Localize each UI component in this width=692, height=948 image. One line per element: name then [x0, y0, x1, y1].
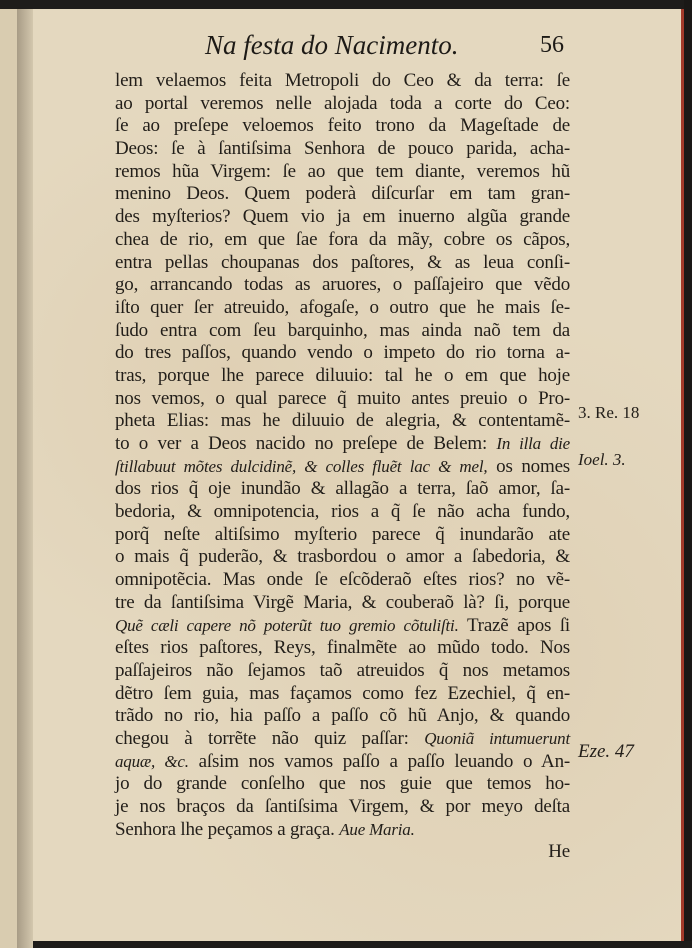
text-segment: to o ver a Deos nacido no preſepe de Belem:: [115, 433, 497, 454]
text-segment: Senhora lhe peçamos a graça.: [115, 818, 340, 840]
text-line: [115, 592, 570, 615]
book-gutter: [17, 9, 34, 948]
text-segment: go, arrancando todas as aruores, o paſſajeiro que vẽdo: [115, 274, 570, 296]
text-segment: chea de rio, em que ſae fora da mãy, cobre os cãpos,: [115, 228, 570, 250]
text-line: [115, 365, 570, 388]
text-line: [115, 229, 570, 252]
latin-quotation: Quoniã intumuerunt: [424, 728, 570, 748]
text-segment: aſsim nos vamos paſſo a paſſo leuando o An-: [188, 750, 570, 772]
text-segment: jo do grande conſelho que nos guie que temos ho-: [115, 773, 570, 795]
text-segment: trãdo no rio, hia paſſo a paſſo cõ hũ Anjo, & quando: [115, 705, 570, 727]
text-segment: dẽtro ſem guia, mas façamos como fez Ezechiel, q̃ en-: [115, 682, 570, 704]
scan-top-edge: [0, 0, 692, 9]
text-segment: des myſterios? Quem vio ja em inuerno algũa grande: [115, 206, 570, 228]
text-line: [115, 433, 570, 456]
text-line: [115, 252, 570, 275]
text-line: [115, 683, 570, 706]
text-line: [115, 773, 570, 796]
text-line: [115, 206, 570, 229]
text-segment: je nos braços da ſantiſsima Virgem, & por meyo deſta: [115, 796, 570, 817]
text-line: [115, 796, 570, 819]
text-segment: iſto quer ſer atreuido, afogaſe, o outro que he mais ſe-: [115, 296, 570, 318]
body-text: [115, 70, 570, 864]
text-line: [115, 297, 570, 320]
text-segment: eſtes rios paſtores, Reys, finalmẽte ao mũdo todo. Nos: [115, 637, 570, 659]
text-segment: ao portal veremos nelle alojada toda a corte do Ceo:: [115, 92, 570, 114]
text-line: [115, 546, 570, 569]
text-line: [115, 705, 570, 728]
text-segment: dos rios q̃ oje inundão & allagão a terra, ſaõ amor, ſa-: [115, 478, 570, 500]
text-line: [115, 615, 570, 638]
text-segment: remos hũa Virgem: ſe ao que tem diante, veremos hũ: [115, 160, 570, 182]
text-line: [115, 478, 570, 501]
facing-page-edge: [0, 9, 17, 948]
text-segment: entra pellas choupanas dos paſtores, & as leua conſi-: [115, 251, 570, 273]
text-line: [115, 841, 570, 864]
text-segment: o mais q̃ puderão, & trasbordou o amor a ſabedoria, &: [115, 546, 570, 568]
text-segment: Deos: ſe à ſantiſsima Senhora de pouco parida, acha-: [115, 138, 570, 160]
latin-quotation: Aue Maria.: [339, 819, 415, 839]
text-line: [115, 274, 570, 297]
text-segment: os nomes: [487, 455, 570, 477]
text-line: [115, 93, 570, 116]
text-line: [115, 728, 570, 751]
scan-right-edge: [684, 0, 692, 948]
text-line: [115, 183, 570, 206]
text-line: [115, 161, 570, 184]
text-line: [115, 70, 570, 93]
margin-note: 3. Re. 18: [578, 403, 640, 422]
text-line: [115, 456, 570, 479]
text-segment: pheta Elias: mas he diluuio de alegria, & contentamẽ-: [115, 410, 570, 432]
text-segment: ſudo entra com ſeu barquinho, mas ainda naõ tem da: [115, 319, 570, 341]
text-line: [115, 388, 570, 411]
text-segment: He: [548, 841, 570, 863]
text-segment: tre da ſantiſsima Virgẽ Maria, & couberaõ là? ſi, porque: [115, 591, 570, 613]
text-line: [115, 138, 570, 161]
text-segment: omnipotẽcia. Mas onde ſe eſcõderaõ eſtes rios? no vẽ-: [115, 569, 570, 591]
text-segment: nos vemos, o qual parece q̃ muito antes preuio o Pro-: [115, 387, 570, 409]
latin-quotation: aquæ, &c.: [115, 751, 189, 771]
running-header: Na festa do Nacimento.: [205, 30, 459, 60]
text-line: [115, 320, 570, 343]
latin-quotation: ſtillabuut mõtes dulcidinẽ, & colles fluẽt lac & mel,: [115, 456, 488, 476]
text-line: [115, 524, 570, 547]
margin-note: Ioel. 3.: [578, 450, 626, 469]
text-line: [115, 569, 570, 592]
text-segment: paſſajeiros não ſejamos taõ atreuidos q̃ nos metamos: [115, 659, 570, 681]
text-segment: bedoria, & omnipotencia, rios a q̃ ſe não acha fundo,: [115, 501, 570, 523]
text-segment: ſe ao preſepe veloemos feito trono da Mageſtade de: [115, 115, 570, 137]
text-segment: porq̃ neſte altiſsimo myſterio parece q̃ inundarão ate: [115, 523, 570, 545]
text-line: [115, 660, 570, 683]
page-number: 56: [540, 32, 564, 58]
text-line: [115, 751, 570, 774]
text-segment: menino Deos. Quem poderà diſcurſar em tam gran-: [115, 183, 570, 205]
text-segment: Trazẽ apos ſi: [458, 614, 571, 636]
scan-bottom-edge: [33, 941, 692, 948]
text-segment: tras, porque lhe parece diluuio: tal he o em que hoje: [115, 364, 570, 386]
text-segment: lem velaemos feita Metropoli do Ceo & da terra: ſe: [115, 70, 570, 91]
text-line: [115, 637, 570, 660]
latin-quotation: Quẽ cæli capere nõ poterũt tuo gremio cõtuliſti.: [115, 615, 459, 635]
text-segment: do tres paſſos, quando vendo o impeto do rio torna a-: [115, 342, 570, 364]
latin-quotation: In illa die: [496, 434, 570, 453]
text-line: [115, 342, 570, 365]
text-segment: chegou à torrẽte não quiz paſſar:: [115, 727, 425, 749]
text-line: [115, 115, 570, 138]
margin-note: Eze. 47: [578, 741, 634, 762]
text-line: [115, 410, 570, 433]
text-line: [115, 819, 570, 842]
text-line: [115, 501, 570, 524]
